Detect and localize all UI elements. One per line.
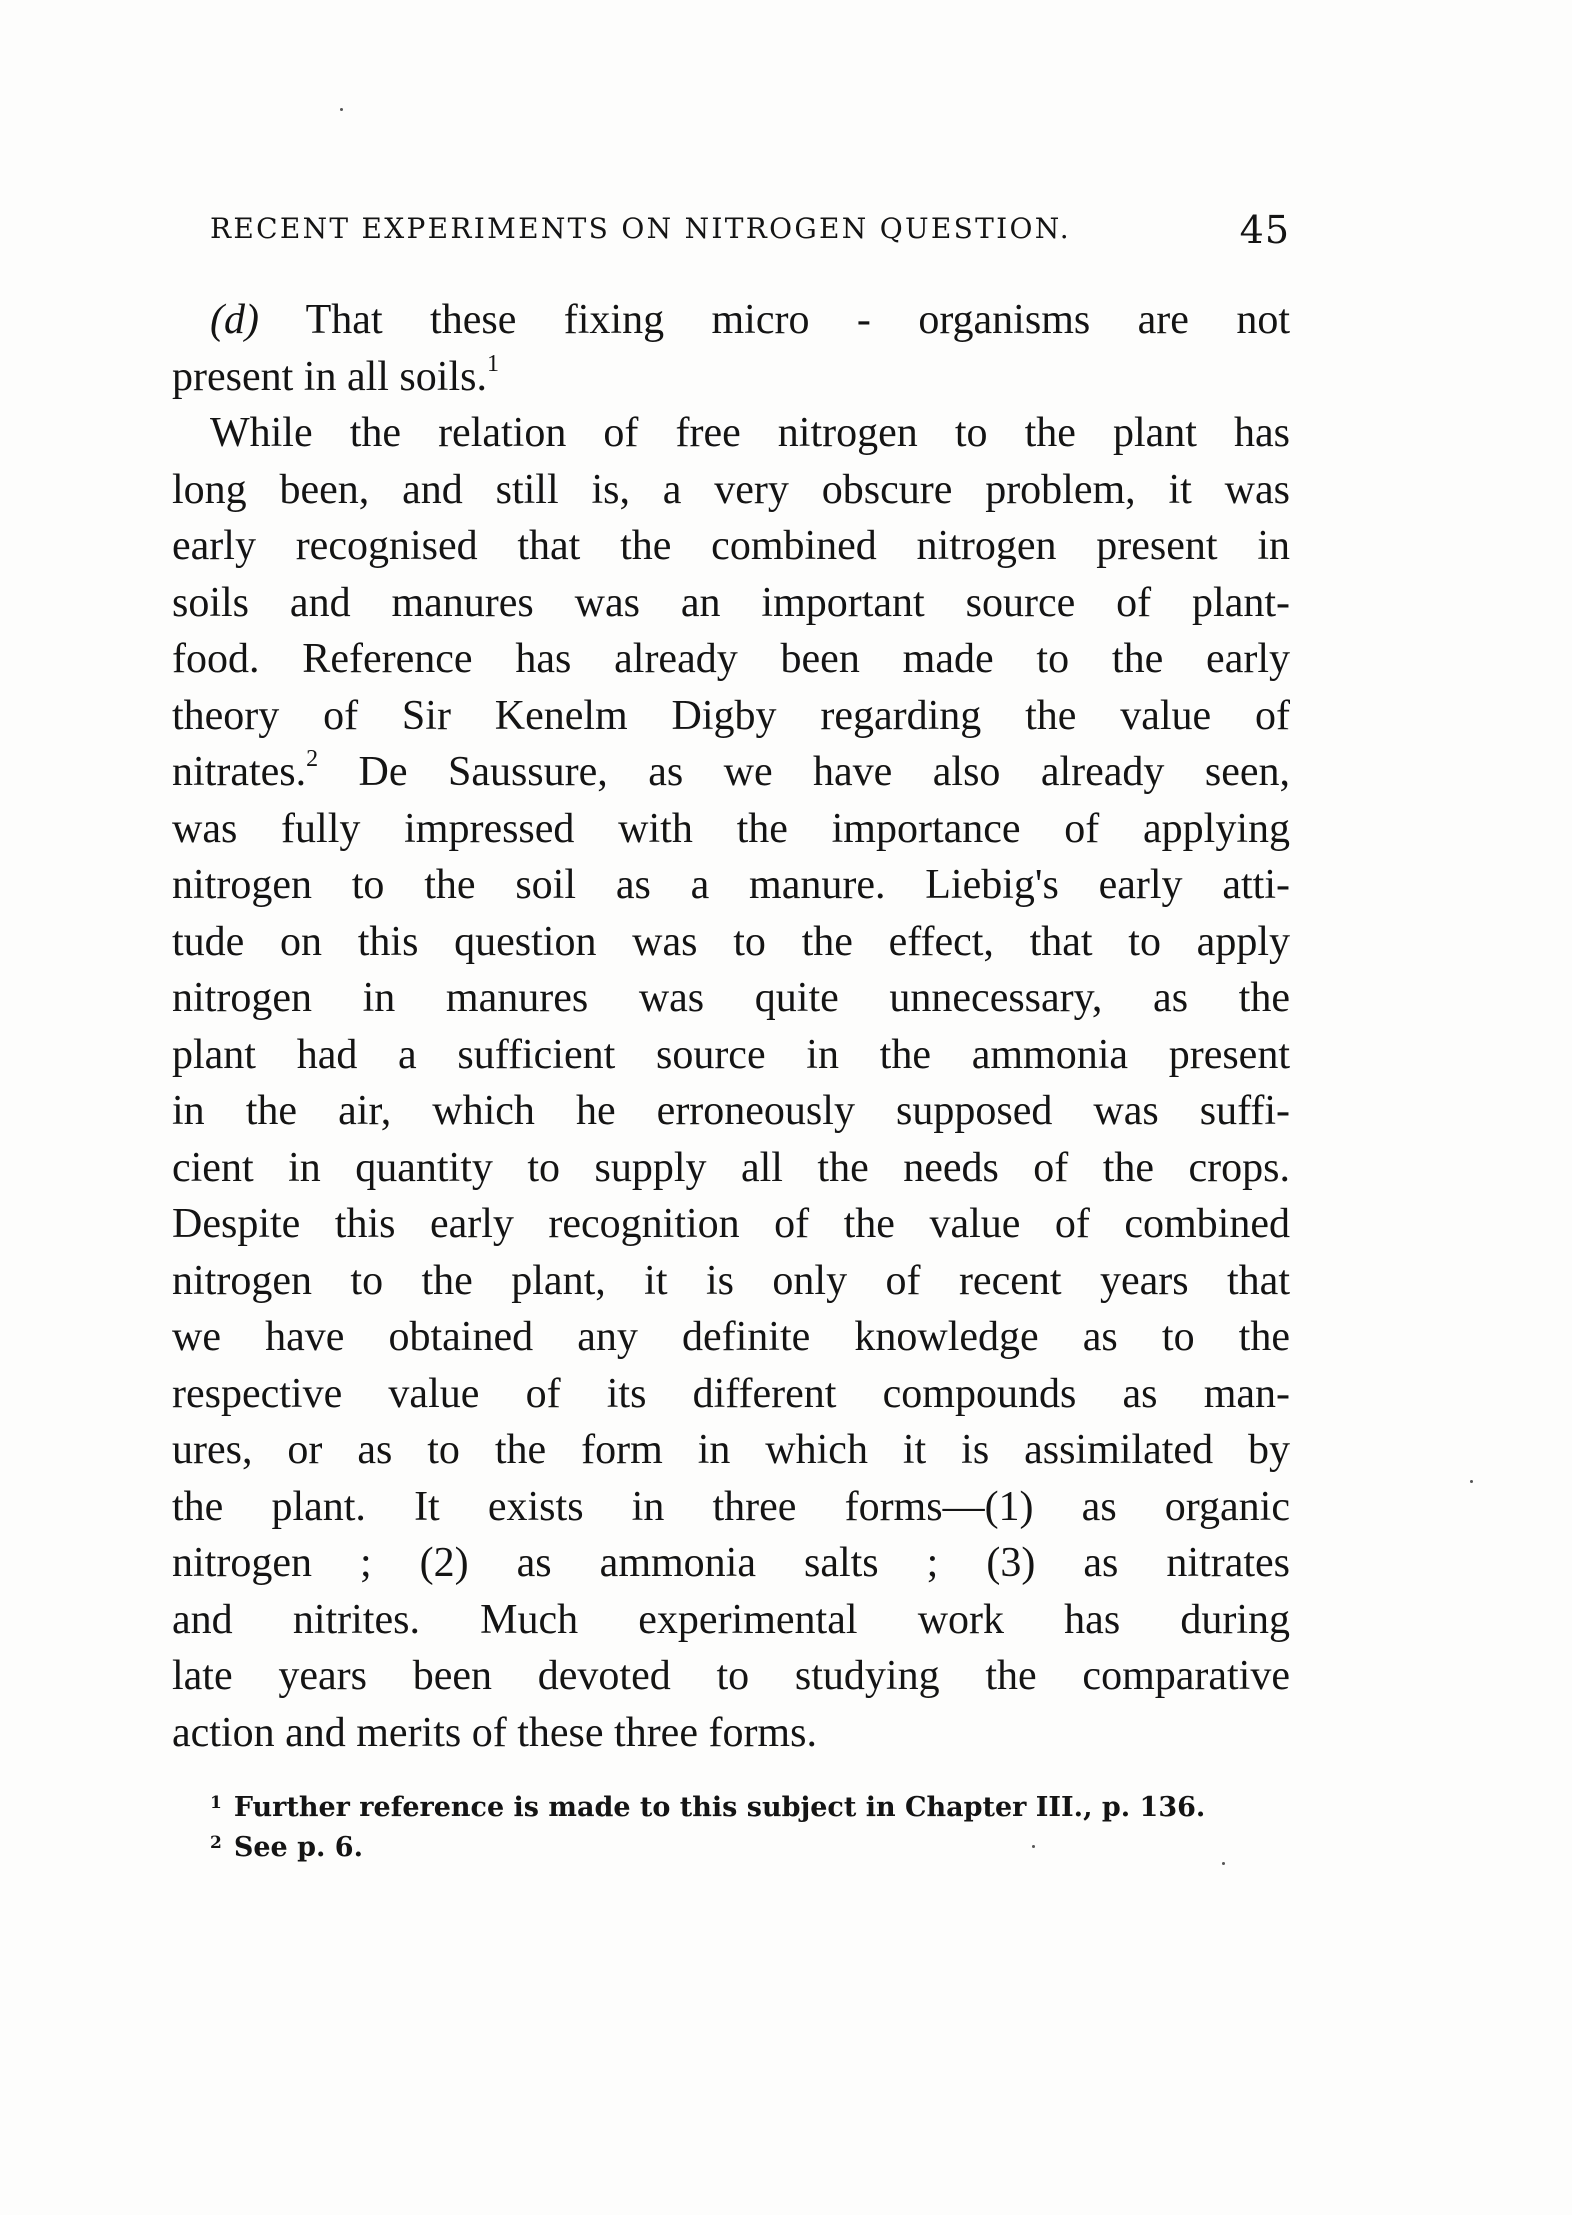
text-line bbox=[172, 292, 1290, 349]
text-span: That these fixing micro - organisms are not bbox=[305, 297, 1290, 343]
footnote-text: See p. 6. bbox=[233, 1832, 363, 1863]
footnotes bbox=[210, 1788, 1290, 1868]
footnote bbox=[210, 1788, 1290, 1828]
scan-speck bbox=[340, 108, 343, 111]
text-line: ures, or as to the form in which it is assimilated by bbox=[172, 1427, 1290, 1473]
footnote-text: Further reference is made to this subject in Chapter III., p. 136. bbox=[233, 1792, 1206, 1823]
text-line: While the relation of free nitrogen to the plant has bbox=[210, 410, 1290, 456]
text-span: De Saussure, as we have also already seen, bbox=[318, 749, 1290, 795]
text-line: nitrogen in manures was quite unnecessary, as the bbox=[172, 975, 1290, 1021]
text-span: present in all soils. bbox=[172, 353, 487, 400]
text-line: nitrogen ; (2) as ammonia salts ; (3) as nitrates bbox=[172, 1540, 1290, 1586]
text-line: Despite this early recognition of the value of combined bbox=[172, 1201, 1290, 1247]
text-line: long been, and still is, a very obscure problem, it was bbox=[172, 466, 1290, 513]
footnote bbox=[210, 1828, 1290, 1868]
text-line bbox=[172, 349, 1290, 406]
text-line: food. Reference has already been made to the early bbox=[172, 636, 1290, 682]
text-line: nitrogen to the plant, it is only of recent years that bbox=[172, 1257, 1290, 1304]
text-line: late years been devoted to studying the comparative bbox=[172, 1653, 1290, 1699]
footnote-ref: 2 bbox=[306, 746, 319, 772]
text-line: tude on this question was to the effect, that to apply bbox=[172, 918, 1290, 965]
footnote-mark: 2 bbox=[210, 1833, 222, 1853]
text-line: respective value of its different compounds as man- bbox=[172, 1370, 1290, 1417]
text-line: plant had a sufficient source in the ammonia present bbox=[172, 1031, 1290, 1078]
running-header bbox=[210, 208, 1290, 256]
text-line: in the air, which he erroneously supposed was suffi- bbox=[172, 1088, 1290, 1134]
footnote-mark: 1 bbox=[210, 1793, 222, 1813]
running-title: RECENT EXPERIMENTS ON NITROGEN QUESTION. bbox=[210, 212, 1071, 245]
text-line: the plant. It exists in three forms—(1) as organic bbox=[172, 1483, 1290, 1530]
text-span: nitrates. bbox=[172, 749, 307, 795]
text-line: we have obtained any definite knowledge as to the bbox=[172, 1314, 1290, 1360]
scan-speck bbox=[1032, 1845, 1035, 1848]
text-line: early recognised that the combined nitrogen present in bbox=[172, 523, 1290, 569]
footnote-ref: 1 bbox=[486, 350, 499, 377]
text-line: theory of Sir Kenelm Digby regarding the value of bbox=[172, 692, 1290, 739]
text-line: was fully impressed with the importance of applying bbox=[172, 805, 1290, 852]
text-line: soils and manures was an important source of plant- bbox=[172, 579, 1290, 626]
page-number: 45 bbox=[1239, 208, 1290, 252]
scan-speck bbox=[1470, 1480, 1473, 1483]
text-line: nitrogen to the soil as a manure. Liebig's early atti- bbox=[172, 862, 1290, 908]
text-line: action and merits of these three forms. bbox=[172, 1709, 817, 1756]
text-line: cient in quantity to supply all the needs of the crops. bbox=[172, 1144, 1290, 1191]
scan-speck bbox=[1222, 1862, 1225, 1865]
list-marker: (d) bbox=[210, 297, 259, 343]
text-line: and nitrites. Much experimental work has during bbox=[172, 1596, 1290, 1643]
text-line bbox=[172, 744, 1290, 801]
body-text bbox=[172, 292, 1290, 1761]
